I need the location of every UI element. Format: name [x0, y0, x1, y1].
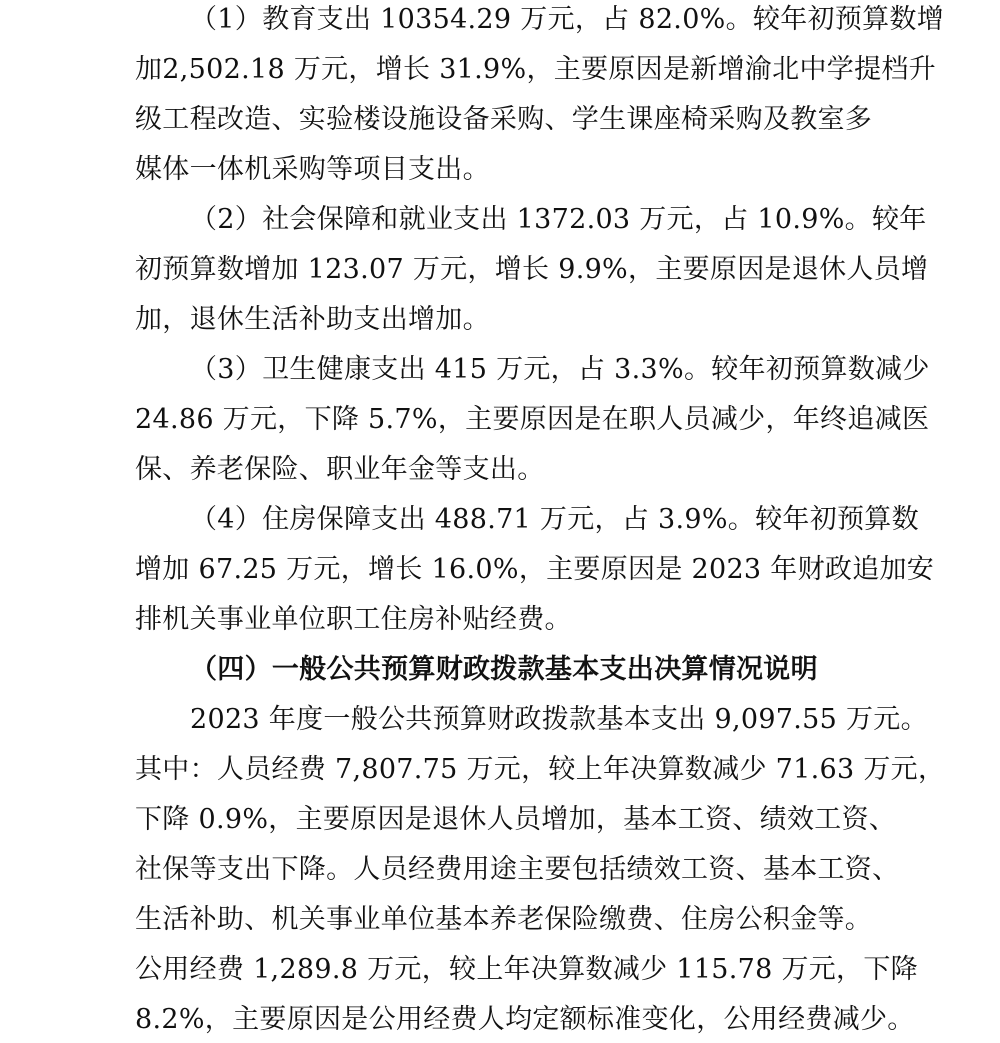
text-line: 保、养老保险、职业年金等支出。 [135, 454, 545, 485]
text-line: 公用经费 1,289.8 万元，较上年决算数减少 115.78 万元，下降 [135, 954, 918, 985]
text-line: 排机关事业单位职工住房补贴经费。 [135, 604, 572, 635]
text-line: 加2,502.18 万元，增长 31.9%，主要原因是新增渝北中学提档升 [135, 54, 936, 85]
text-line: 2023 年度一般公共预算财政拨款基本支出 9,097.55 万元。 [190, 704, 928, 735]
text-line: 社保等支出下降。人员经费用途主要包括绩效工资、基本工资、 [135, 854, 900, 885]
text-line: （3）卫生健康支出 415 万元，占 3.3%。较年初预算数减少 [190, 354, 930, 385]
text-line: （2）社会保障和就业支出 1372.03 万元，占 10.9%。较年 [190, 204, 927, 235]
text-line: 加，退休生活补助支出增加。 [135, 304, 490, 335]
text-line: 下降 0.9%，主要原因是退休人员增加，基本工资、绩效工资、 [135, 804, 897, 835]
text-line: 媒体一体机采购等项目支出。 [135, 154, 490, 185]
text-line: 8.2%，主要原因是公用经费人均定额标准变化，公用经费减少。 [135, 1004, 915, 1035]
text-line: 其中：人员经费 7,807.75 万元，较上年决算数减少 71.63 万元， [135, 754, 946, 785]
text-line: 生活补助、机关事业单位基本养老保险缴费、住房公积金等。 [135, 904, 873, 935]
text-line: （4）住房保障支出 488.71 万元，占 3.9%。较年初预算数 [190, 504, 919, 535]
section-heading: （四）一般公共预算财政拨款基本支出决算情况说明 [190, 654, 818, 685]
text-line: 增加 67.25 万元，增长 16.0%，主要原因是 2023 年财政追加安 [135, 554, 935, 585]
text-line: （1）教育支出 10354.29 万元，占 82.0%。较年初预算数增 [190, 4, 945, 35]
text-line: 24.86 万元，下降 5.7%，主要原因是在职人员减少，年终追减医 [135, 404, 930, 435]
text-line: 级工程改造、实验楼设施设备采购、学生课座椅采购及教室多 [135, 104, 873, 135]
text-line: 初预算数增加 123.07 万元，增长 9.9%，主要原因是退休人员增 [135, 254, 929, 285]
